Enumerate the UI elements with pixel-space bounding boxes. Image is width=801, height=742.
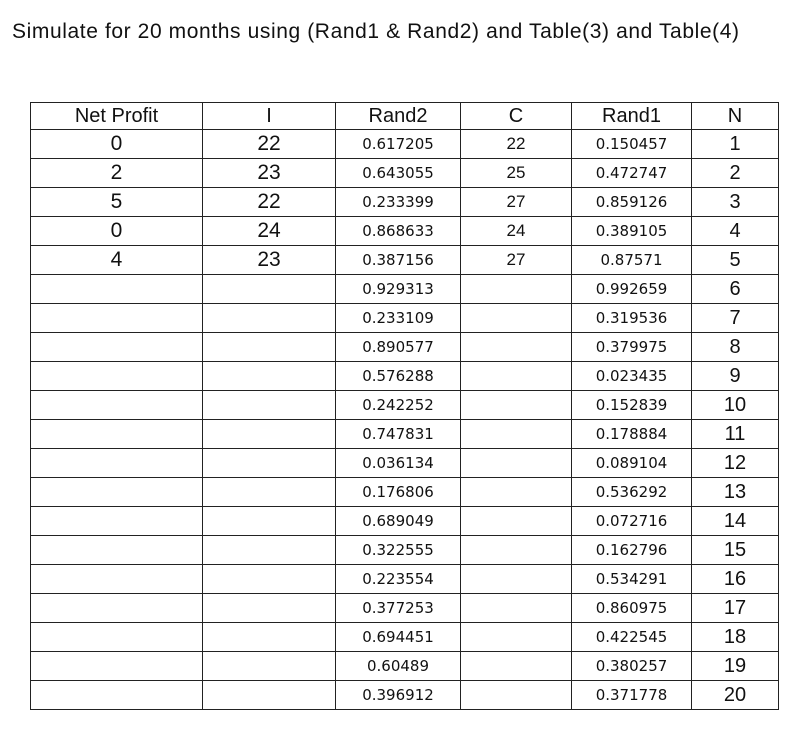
i-cell <box>203 478 336 507</box>
net-profit-cell <box>31 594 203 623</box>
n-cell: 12 <box>692 449 779 478</box>
i-cell: 22 <box>203 130 336 159</box>
table-row <box>31 449 779 478</box>
net-profit-cell <box>31 536 203 565</box>
header-net-profit: Net Profit <box>31 103 203 130</box>
rand2-cell: 0.242252 <box>336 391 461 420</box>
rand2-cell: 0.377253 <box>336 594 461 623</box>
c-cell <box>461 304 572 333</box>
rand1-cell: 0.472747 <box>572 159 692 188</box>
net-profit-cell <box>31 362 203 391</box>
rand1-cell: 0.389105 <box>572 217 692 246</box>
n-cell: 1 <box>692 130 779 159</box>
c-cell <box>461 391 572 420</box>
n-cell: 13 <box>692 478 779 507</box>
rand1-cell: 0.150457 <box>572 130 692 159</box>
rand2-cell: 0.747831 <box>336 420 461 449</box>
n-cell: 4 <box>692 217 779 246</box>
rand1-cell: 0.162796 <box>572 536 692 565</box>
rand2-cell: 0.322555 <box>336 536 461 565</box>
table-row <box>31 362 779 391</box>
n-cell: 2 <box>692 159 779 188</box>
n-cell: 20 <box>692 681 779 710</box>
table-header-row <box>31 103 779 130</box>
i-cell <box>203 507 336 536</box>
table-row <box>31 420 779 449</box>
rand1-cell: 0.422545 <box>572 623 692 652</box>
i-cell: 23 <box>203 246 336 275</box>
table-row <box>31 536 779 565</box>
table-row <box>31 652 779 681</box>
rand1-cell: 0.536292 <box>572 478 692 507</box>
table-row <box>31 565 779 594</box>
c-cell <box>461 623 572 652</box>
rand1-cell: 0.380257 <box>572 652 692 681</box>
c-cell: 27 <box>461 188 572 217</box>
rand2-cell: 0.233399 <box>336 188 461 217</box>
header-c: C <box>461 103 572 130</box>
rand2-cell: 0.689049 <box>336 507 461 536</box>
rand2-cell: 0.176806 <box>336 478 461 507</box>
c-cell <box>461 275 572 304</box>
net-profit-cell <box>31 449 203 478</box>
n-cell: 11 <box>692 420 779 449</box>
n-cell: 16 <box>692 565 779 594</box>
i-cell: 22 <box>203 188 336 217</box>
i-cell <box>203 275 336 304</box>
i-cell <box>203 449 336 478</box>
net-profit-cell <box>31 507 203 536</box>
table-row <box>31 507 779 536</box>
c-cell <box>461 681 572 710</box>
net-profit-cell: 5 <box>31 188 203 217</box>
n-cell: 7 <box>692 304 779 333</box>
net-profit-cell <box>31 652 203 681</box>
rand1-cell: 0.534291 <box>572 565 692 594</box>
c-cell <box>461 594 572 623</box>
instructions-text: Simulate for 20 months using (Rand1 & Rand2) and Table(3) and Table(4) <box>12 20 740 43</box>
header-rand1: Rand1 <box>572 103 692 130</box>
rand1-cell: 0.023435 <box>572 362 692 391</box>
n-cell: 19 <box>692 652 779 681</box>
net-profit-cell <box>31 623 203 652</box>
n-cell: 8 <box>692 333 779 362</box>
rand2-cell: 0.576288 <box>336 362 461 391</box>
rand2-cell: 0.387156 <box>336 246 461 275</box>
table-row <box>31 130 779 159</box>
table-row <box>31 681 779 710</box>
rand1-cell: 0.87571 <box>572 246 692 275</box>
rand1-cell: 0.379975 <box>572 333 692 362</box>
net-profit-cell <box>31 304 203 333</box>
table-row <box>31 478 779 507</box>
i-cell <box>203 536 336 565</box>
c-cell <box>461 507 572 536</box>
i-cell <box>203 623 336 652</box>
rand2-cell: 0.694451 <box>336 623 461 652</box>
rand1-cell: 0.072716 <box>572 507 692 536</box>
rand2-cell: 0.233109 <box>336 304 461 333</box>
c-cell <box>461 536 572 565</box>
table-row <box>31 594 779 623</box>
table-row <box>31 217 779 246</box>
header-n: N <box>692 103 779 130</box>
net-profit-cell <box>31 275 203 304</box>
c-cell: 27 <box>461 246 572 275</box>
rand2-cell: 0.036134 <box>336 449 461 478</box>
header-i: I <box>203 103 336 130</box>
i-cell <box>203 391 336 420</box>
c-cell: 22 <box>461 130 572 159</box>
net-profit-cell <box>31 681 203 710</box>
i-cell <box>203 565 336 594</box>
n-cell: 9 <box>692 362 779 391</box>
i-cell <box>203 362 336 391</box>
table-row <box>31 304 779 333</box>
table-body <box>31 130 779 710</box>
c-cell <box>461 565 572 594</box>
c-cell <box>461 362 572 391</box>
c-cell <box>461 652 572 681</box>
i-cell <box>203 333 336 362</box>
net-profit-cell: 0 <box>31 217 203 246</box>
net-profit-cell <box>31 391 203 420</box>
rand2-cell: 0.396912 <box>336 681 461 710</box>
table-row <box>31 246 779 275</box>
rand1-cell: 0.992659 <box>572 275 692 304</box>
table-row <box>31 623 779 652</box>
c-cell: 25 <box>461 159 572 188</box>
rand2-cell: 0.643055 <box>336 159 461 188</box>
rand2-cell: 0.617205 <box>336 130 461 159</box>
table-row <box>31 159 779 188</box>
simulation-table <box>30 102 779 710</box>
net-profit-cell <box>31 333 203 362</box>
rand1-cell: 0.319536 <box>572 304 692 333</box>
net-profit-cell: 0 <box>31 130 203 159</box>
net-profit-cell <box>31 565 203 594</box>
i-cell <box>203 420 336 449</box>
i-cell <box>203 652 336 681</box>
table-row <box>31 333 779 362</box>
n-cell: 10 <box>692 391 779 420</box>
c-cell <box>461 478 572 507</box>
table-row <box>31 188 779 217</box>
net-profit-cell: 2 <box>31 159 203 188</box>
net-profit-cell <box>31 478 203 507</box>
rand1-cell: 0.152839 <box>572 391 692 420</box>
n-cell: 6 <box>692 275 779 304</box>
rand1-cell: 0.859126 <box>572 188 692 217</box>
n-cell: 18 <box>692 623 779 652</box>
n-cell: 17 <box>692 594 779 623</box>
rand2-cell: 0.929313 <box>336 275 461 304</box>
rand1-cell: 0.089104 <box>572 449 692 478</box>
i-cell <box>203 594 336 623</box>
net-profit-cell <box>31 420 203 449</box>
rand2-cell: 0.890577 <box>336 333 461 362</box>
c-cell <box>461 333 572 362</box>
i-cell: 24 <box>203 217 336 246</box>
n-cell: 14 <box>692 507 779 536</box>
rand2-cell: 0.223554 <box>336 565 461 594</box>
i-cell: 23 <box>203 159 336 188</box>
table-row <box>31 275 779 304</box>
header-rand2: Rand2 <box>336 103 461 130</box>
rand1-cell: 0.178884 <box>572 420 692 449</box>
i-cell <box>203 304 336 333</box>
c-cell: 24 <box>461 217 572 246</box>
c-cell <box>461 449 572 478</box>
n-cell: 5 <box>692 246 779 275</box>
net-profit-cell: 4 <box>31 246 203 275</box>
table-row <box>31 391 779 420</box>
c-cell <box>461 420 572 449</box>
i-cell <box>203 681 336 710</box>
rand2-cell: 0.60489 <box>336 652 461 681</box>
rand2-cell: 0.868633 <box>336 217 461 246</box>
rand1-cell: 0.371778 <box>572 681 692 710</box>
n-cell: 15 <box>692 536 779 565</box>
rand1-cell: 0.860975 <box>572 594 692 623</box>
n-cell: 3 <box>692 188 779 217</box>
